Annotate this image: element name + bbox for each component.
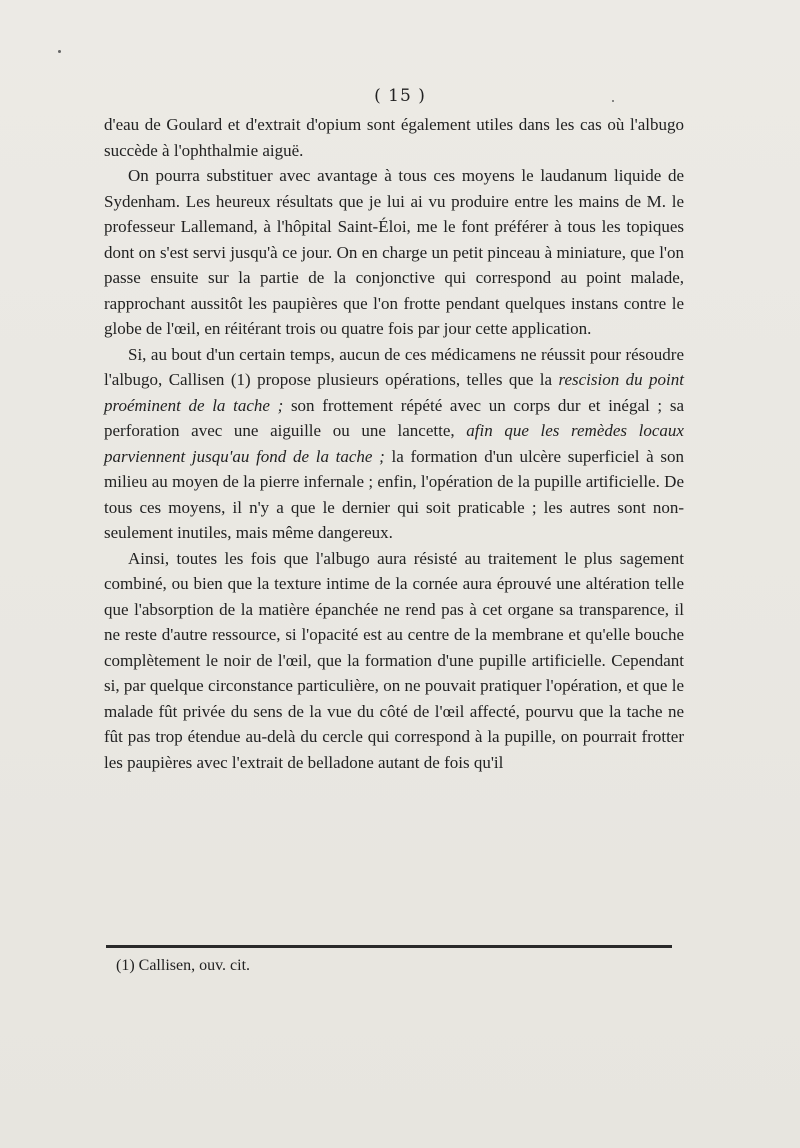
text-run: On pourra substituer avec avantage à tous ces moyens le laudanum liquide de Sydenham. Les heureux résultats que je lui ai vu produire entre les mains de M. le professeur Lallemand, à l'hôpital Saint-Éloi, me le font préférer à tous les topiques dont on s'est servi jusqu'à ce jour. On en charge un petit pinceau à miniature, que l'on passe ensuite sur la partie de la conjonctive qui correspond au point malade, rapprochant aussitôt les paupières que l'on frotte pendant quelques instans contre le globe de l'œil, en réitérant trois ou quatre fois par jour cette application. bbox=[104, 166, 684, 338]
text-run: Ainsi, toutes les fois que l'albugo aura résisté au traitement le plus sagement combiné, ou bien que la texture intime de la cornée aura éprouvé une altération telle que l'absorption de la matière épanchée ne rend pas à cet organe sa transparence, il ne reste d'autre ressource, si l'opacité est au centre de la membrane et qu'elle bouche complètement le noir de l'œil, que la formation d'une pupille artificielle. Cependant si, par quelque circonstance particulière, on ne pouvait pratiquer l'opération, et que le malade fût privée du sens de la vue du côté de l'œil affecté, pourvu que la tache ne fût pas trop étendue au-delà du cercle qui correspond à la pupille, on pourrait frotter les paupières avec l'extrait de belladone autant de fois qu'il bbox=[104, 548, 684, 772]
paper-speck bbox=[58, 50, 61, 53]
body-text bbox=[104, 112, 684, 775]
text-run: d'eau de Goulard et d'extrait d'opium sont également utiles dans les cas où l'albugo succède à l'ophthalmie aiguë. bbox=[104, 115, 684, 160]
footnote-rule bbox=[106, 945, 672, 948]
paragraph bbox=[104, 163, 684, 342]
text-run: Si, au bout d'un certain temps, aucun de ces médicamens ne réussit pour résoudre l'albugo, Callisen (1) propose plusieurs opérations, telles que la bbox=[104, 344, 684, 389]
page-number: ( 15 ) bbox=[374, 86, 426, 106]
text-run: la formation d'un ulcère superficiel à son milieu au moyen de la pierre infernale ; enfin, l'opération de la pupille artificielle. De tous ces moyens, il n'y a que le dernier qui soit praticable ; les autres sont non-seulement inutiles, mais même dangereux. bbox=[104, 446, 685, 542]
paragraph bbox=[104, 342, 684, 546]
footnote: (1) Callisen, ouv. cit. bbox=[116, 957, 251, 974]
paragraph bbox=[104, 546, 684, 776]
italic-text: afin que les remèdes locaux parviennent jusqu'au fond de la tache ; bbox=[104, 421, 684, 466]
text-run: son frottement répété avec un corps dur et inégal ; sa perforation avec une aiguille ou une lancette, bbox=[104, 395, 684, 440]
italic-text: rescision du point proéminent de la tache ; bbox=[104, 370, 684, 415]
paragraph bbox=[104, 112, 684, 163]
